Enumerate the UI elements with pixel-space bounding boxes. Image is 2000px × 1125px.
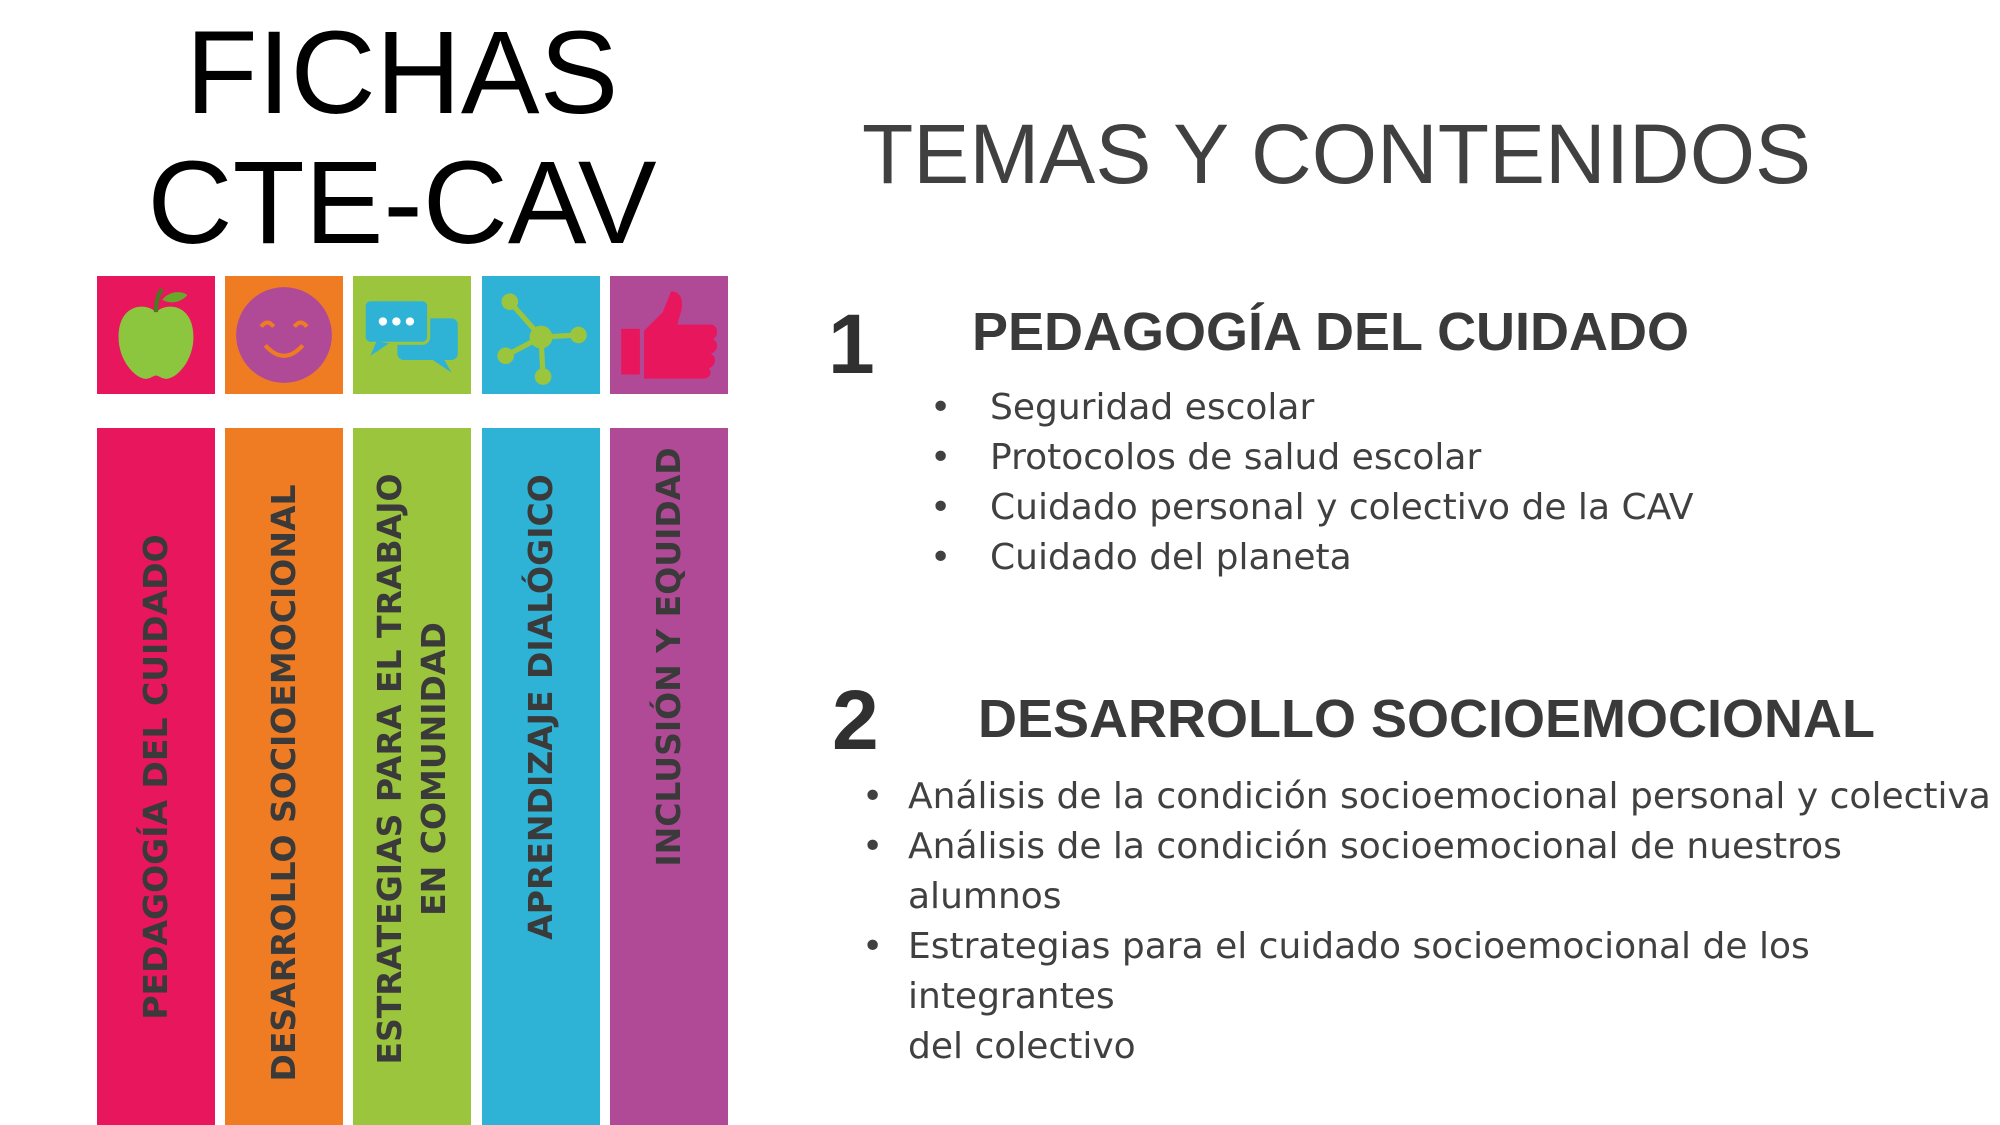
- list-item: [862, 772, 2000, 822]
- apple-icon: [104, 283, 208, 387]
- bar-label-line: PEDAGOGÍA DEL CUIDADO: [136, 533, 175, 1020]
- list-item: [862, 922, 2000, 1022]
- list-item-text: Cuidado personal y colectivo de la CAV: [990, 487, 1694, 528]
- bullet-icon: •: [862, 826, 884, 867]
- network-icon-box: [482, 276, 600, 394]
- list-item-text: del colectivo: [908, 1026, 1136, 1067]
- bullet-icon: •: [930, 487, 952, 528]
- bar-label-line: DESARROLLO SOCIOEMOCIONAL: [264, 483, 303, 1082]
- list-item-text: Protocolos de salud escolar: [990, 437, 1482, 478]
- list-item: [862, 822, 2000, 922]
- bar-pedagogia: [97, 428, 215, 1125]
- section-number: 1: [828, 297, 875, 391]
- bar-label: [519, 474, 563, 940]
- apple-icon-box: [97, 276, 215, 394]
- chat-icon-box: [353, 276, 471, 394]
- bullet-icon: •: [862, 776, 884, 817]
- bullet-icon: •: [930, 387, 952, 428]
- bar-label-line: ESTRATEGIAS PARA EL TRABAJO: [370, 472, 409, 1065]
- smiley-icon-box: [225, 276, 343, 394]
- bar-label-line: INCLUSIÓN Y EQUIDAD: [649, 446, 688, 867]
- list-item-text: Análisis de la condición socioemocional de nuestros alumnos: [908, 826, 1842, 917]
- bullet-icon: •: [862, 926, 884, 967]
- section-title: PEDAGOGÍA DEL CUIDADO: [972, 302, 1690, 362]
- network-icon: [489, 283, 593, 387]
- bar-label: [368, 473, 456, 1064]
- thumbs-up-icon: [617, 283, 721, 387]
- section-list: [862, 772, 2000, 1072]
- list-item: [908, 1022, 2000, 1072]
- list-item-text: Estrategias para el cuidado socioemocional de los integrantes: [908, 926, 1810, 1017]
- list-item: [930, 383, 1694, 433]
- thumbs-up-icon-box: [610, 276, 728, 394]
- bullet-icon: •: [930, 537, 952, 578]
- title-line-1: FICHAS: [185, 7, 619, 139]
- bar-label: [134, 534, 178, 1019]
- bar-label: [262, 484, 306, 1081]
- list-item-text: Análisis de la condición socioemocional personal y colectiva: [908, 776, 1991, 817]
- bar-estrategias: [353, 428, 471, 1125]
- bullet-icon: •: [930, 437, 952, 478]
- list-item: [930, 433, 1694, 483]
- section-list: [930, 383, 1694, 583]
- chat-bubbles-icon: [360, 283, 464, 387]
- bar-label: [647, 447, 691, 866]
- section-number: 2: [832, 673, 879, 767]
- smiley-icon: [232, 283, 336, 387]
- bar-inclusion: [610, 428, 728, 1125]
- page-heading: TEMAS Y CONTENIDOS: [862, 107, 1812, 201]
- title-line-2: CTE-CAV: [147, 137, 657, 269]
- bar-label-line: EN COMUNIDAD: [414, 621, 453, 916]
- list-item: [930, 483, 1694, 533]
- bar-desarrollo: [225, 428, 343, 1125]
- list-item-text: Cuidado del planeta: [990, 537, 1352, 578]
- section-title: DESARROLLO SOCIOEMOCIONAL: [978, 689, 1876, 749]
- bar-label-line: APRENDIZAJE DIALÓGICO: [521, 473, 560, 940]
- list-item-text: Seguridad escolar: [990, 387, 1315, 428]
- bar-aprendizaje: [482, 428, 600, 1125]
- list-item: [930, 533, 1694, 583]
